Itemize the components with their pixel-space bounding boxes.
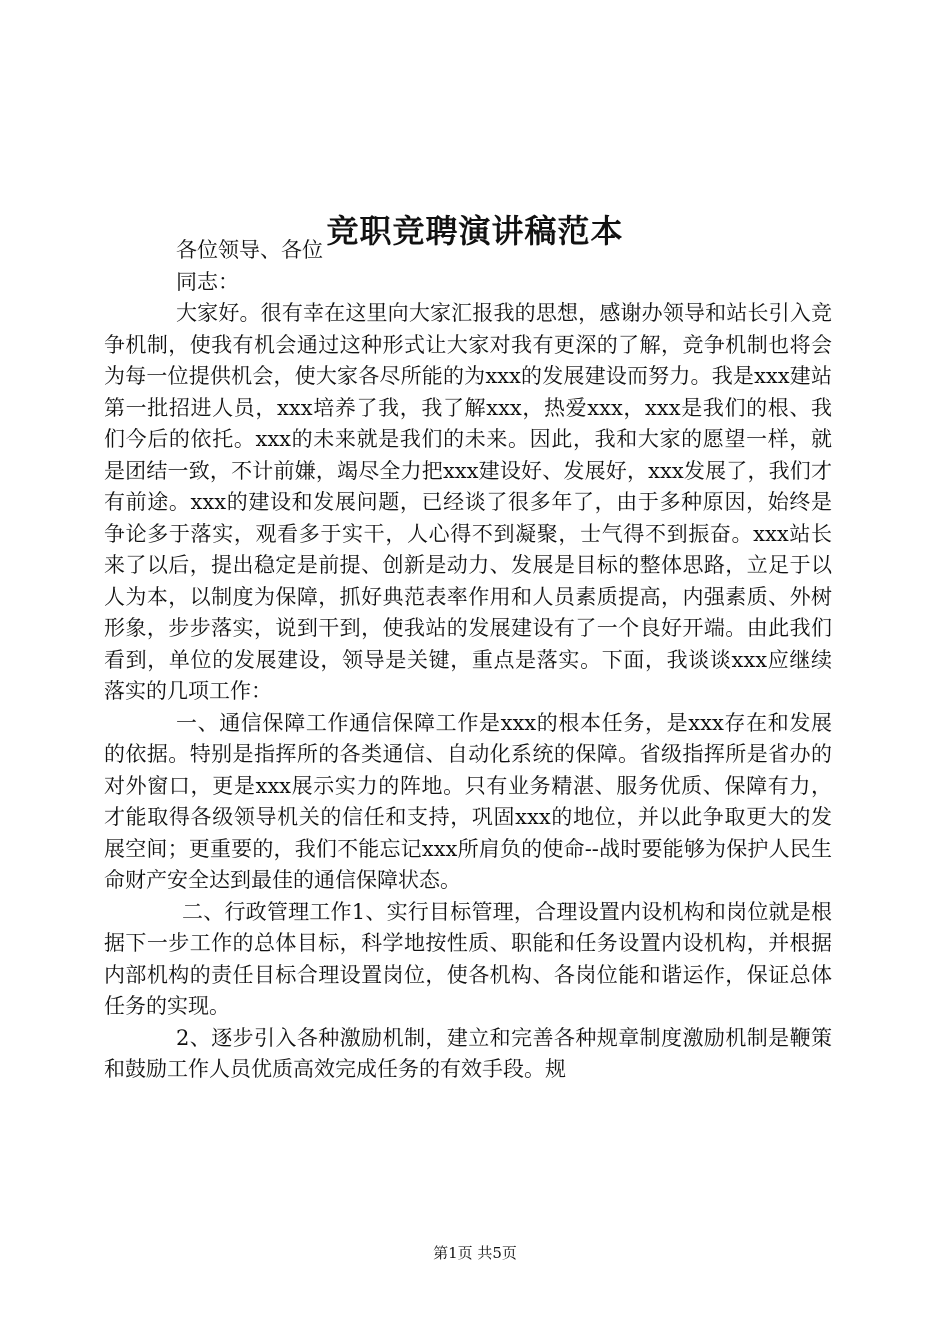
paragraph-section-1: 一、通信保障工作通信保障工作是xxx的根本任务，是xxx存在和发展的依据。特别是指挥所的各类通信、自动化系统的保障。省级指挥所是省办的对外窗口，更是xxx展示实力的阵地。只有业务精湛、服务优质、保障有力，才能取得各级领导机关的信任和支持，巩固xxx的地位，并以此争取更大的发展空间；更重要的，我们不能忘记xxx所肩负的使命--战时要能够为保护人民生命财产安全达到最佳的通信保障状态。 bbox=[104, 710, 832, 892]
salutation-line-2: 同志： bbox=[176, 269, 239, 294]
document-body bbox=[104, 235, 832, 1086]
salutation-line-1: 各位领导、各位 bbox=[176, 238, 323, 262]
document-title: 竞职竞聘演讲稿范本 bbox=[326, 212, 624, 251]
paragraph-section-2-item-2: 2、逐步引入各种激励机制，建立和完善各种规章制度激励机制是鞭策和鼓励工作人员优质高效完成任务的有效手段。规 bbox=[104, 1025, 832, 1081]
page-footer: 第1页 共5页 bbox=[433, 1244, 517, 1262]
paragraph-section-2: 二、行政管理工作1、实行目标管理，合理设置内设机构和岗位就是根据下一步工作的总体目标，科学地按性质、职能和任务设置内设机构，并根据内部机构的责任目标合理设置岗位，使各机构、各岗位能和谐运作，保证总体任务的实现。 bbox=[104, 899, 832, 1018]
paragraph-opening: 大家好。很有幸在这里向大家汇报我的思想，感谢办领导和站长引入竞争机制，使我有机会通过这种形式让大家对我有更深的了解，竞争机制也将会为每一位提供机会，使大家各尽所能的为xxx的发展建设而努力。我是xxx建站第一批招进人员，xxx培养了我，我了解xxx，热爱xxx，xxx是我们的根、我们今后的依托。xxx的未来就是我们的未来。因此，我和大家的愿望一样，就是团结一致，不计前嫌，竭尽全力把xxx建设好、发展好，xxx发展了，我们才有前途。xxx的建设和发展问题，已经谈了很多年了，由于多种原因，始终是争论多于落实，观看多于实干，人心得不到凝聚，士气得不到振奋。xxx站长来了以后，提出稳定是前提、创新是动力、发展是目标的整体思路，立足于以人为本，以制度为保障，抓好典范表率作用和人员素质提高，内强素质、外树形象，步步落实，说到干到，使我站的发展建设有了一个良好开端。由此我们看到，单位的发展建设，领导是关键，重点是落实。下面，我谈谈xxx应继续落实的几项工作： bbox=[104, 301, 832, 703]
